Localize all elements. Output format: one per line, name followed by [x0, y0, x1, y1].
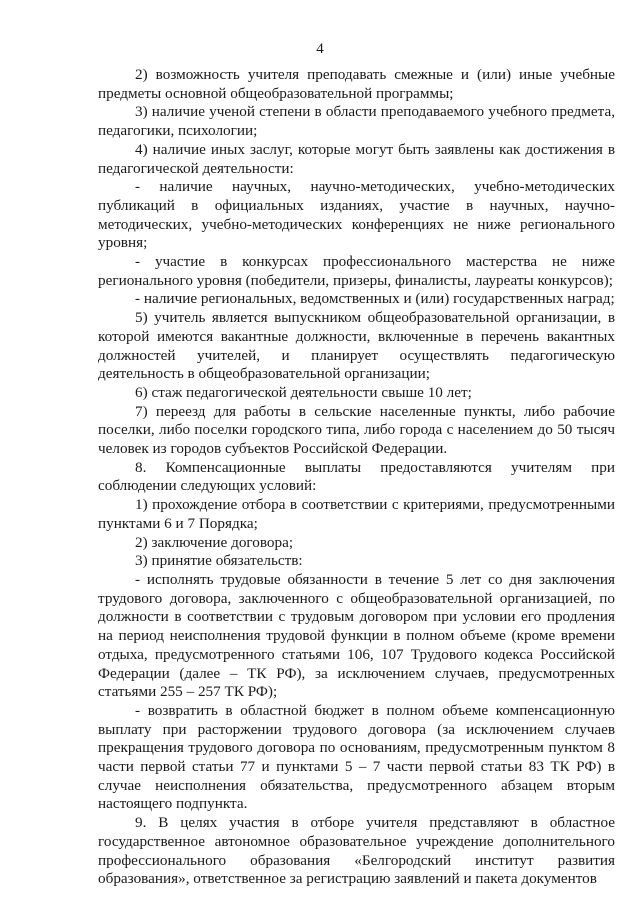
paragraph-condition-1-selection: 1) прохождение отбора в соответствии с критериями, предусмотренными пунктами 6 и 7 Порядка; — [98, 496, 615, 532]
paragraph-item-2-teaching-related-subjects: 2) возможность учителя преподавать смежные и (или) иные учебные предметы основной общеобразовательной программы; — [98, 66, 615, 102]
paragraph-item-7-relocation: 7) переезд для работы в сельские населенные пункты, либо рабочие поселки, либо поселки городского типа, либо города с населением до 50 тысяч человек из городов субъектов Российской Федерации. — [98, 402, 615, 458]
paragraph-bullet-publications: - наличие научных, научно-методических, учебно-методических публикаций в официальных изданиях, участие в научных, научно-методических, учебно-методических конференциях не ниже регионального уровня; — [98, 178, 615, 252]
paragraph-obligation-refund: - возвратить в областной бюджет в полном объеме компенсационную выплату при расторжении трудового договора (за исключением случаев прекращения трудового договора по основаниям, предусмотренным пунктом 8 части первой статьи 77 и пунктами 5 – 7 части первой статьи 83 ТК РФ) в случае неисполнения обязательства, предусмотренного абзацем вторым настоящего подпункта. — [98, 701, 615, 813]
page-number: 4 — [316, 41, 324, 57]
paragraph-bullet-competitions: - участие в конкурсах профессионального мастерства не ниже регионального уровня (победители, призеры, финалисты, лауреаты конкурсов); — [98, 253, 615, 289]
paragraph-condition-3-obligations: 3) принятие обязательств: — [135, 552, 303, 570]
paragraph-condition-2-contract: 2) заключение договора; — [135, 533, 294, 551]
paragraph-item-3-academic-degree: 3) наличие ученой степени в области преподаваемого учебного предмета, педагогики, психологии; — [98, 103, 615, 140]
paragraph-bullet-awards: - наличие региональных, ведомственных и (или) государственных наград; — [135, 290, 615, 308]
paragraph-item-5-graduate: 5) учитель является выпускником общеобразовательной организации, в которой имеются вакантные должности, включенные в перечень вакантных должностей учителей, и планирует осуществлять педагогическую деятельность в общеобразовательной организации; — [98, 309, 615, 383]
paragraph-section-8-conditions: 8. Компенсационные выплаты предоставляются учителям при соблюдении следующих условий: — [98, 458, 615, 495]
paragraph-obligation-work-5-years: - исполнять трудовые обязанности в течение 5 лет со дня заключения трудового договора, заключенного с общеобразовательной организацией, по должности в соответствии с трудовым договором при условии его продления на период неисполнения трудовой функции в полном объеме (кроме времени отдыха, предусмотренного статьями 106, 107 Трудового кодекса Российской Федерации (далее – ТК РФ), за исключением случаев, предусмотренных статьями 255 – 257 ТК РФ); — [98, 570, 615, 701]
paragraph-section-9-application: 9. В целях участия в отборе учителя представляют в областное государственное автономное образовательное учреждение дополнительного профессионального образования «Белгородский институт развития образования», ответственное за регистрацию заявлений и пакета документов — [98, 814, 615, 888]
paragraph-item-6-experience: 6) стаж педагогической деятельности свыше 10 лет; — [135, 383, 472, 401]
paragraph-item-4-other-merits: 4) наличие иных заслуг, которые могут быть заявлены как достижения в педагогической деятельности: — [98, 140, 615, 177]
document-body — [98, 66, 615, 889]
